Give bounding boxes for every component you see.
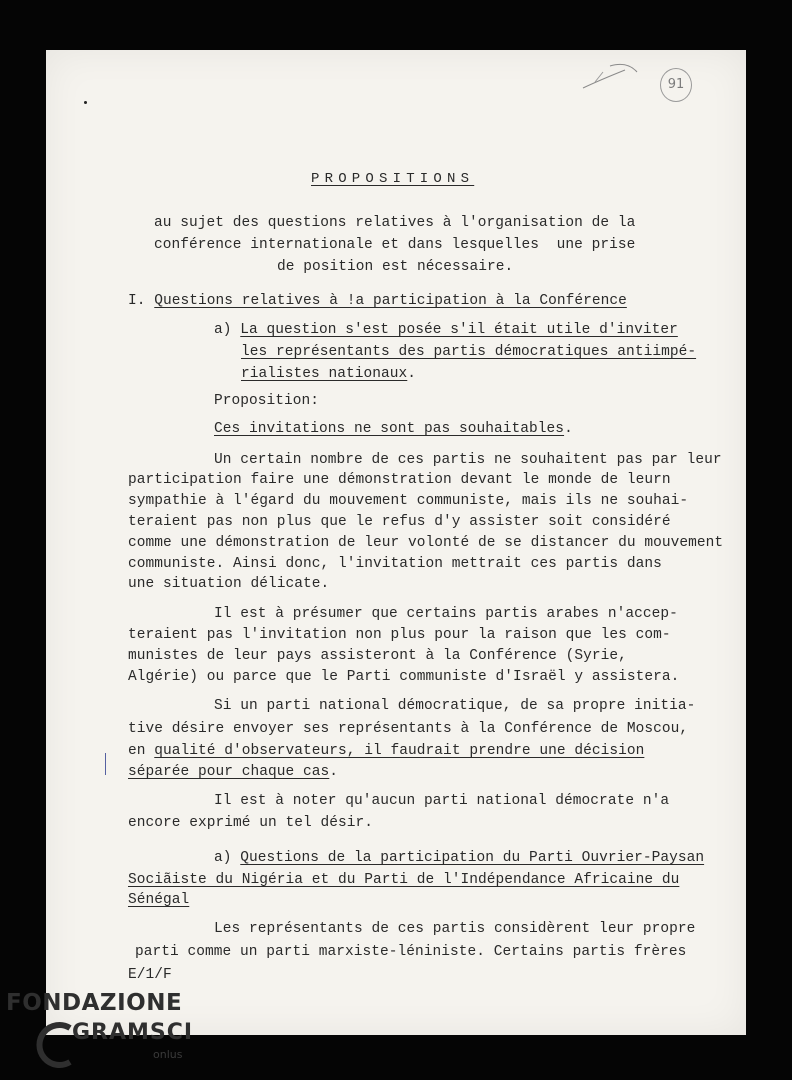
item-a-end: . bbox=[407, 366, 417, 382]
paragraph-line: une situation délicate. bbox=[128, 576, 330, 592]
paragraph-line bbox=[128, 763, 338, 781]
paragraph-line: tive désire envoyer ses représentants à la Conférence de Moscou, bbox=[128, 721, 689, 737]
paragraph-line bbox=[128, 742, 644, 760]
watermark-line1: FONDAZIONE bbox=[6, 990, 183, 1016]
paragraph-line: Un certain nombre de ces partis ne souhaitent pas par leur bbox=[214, 452, 722, 468]
proposition-text-line bbox=[214, 420, 573, 438]
underlined-text: séparée pour chaque cas bbox=[128, 764, 330, 780]
subtitle-line: de position est nécessaire. bbox=[277, 259, 514, 275]
paragraph-line: communiste. Ainsi donc, l'invitation mettrait ces partis dans bbox=[128, 556, 662, 572]
subtitle-line: au sujet des questions relatives à l'organisation de la bbox=[154, 215, 636, 231]
section-number: I. bbox=[128, 293, 155, 309]
paragraph-line: encore exprimé un tel désir. bbox=[128, 815, 374, 831]
item-a-label: a) bbox=[214, 322, 241, 338]
item-b-line: Sénégal bbox=[128, 892, 190, 908]
paragraph-line: teraient pas non plus que le refus d'y assister soit considéré bbox=[128, 514, 671, 530]
gramsci-logo-icon bbox=[30, 1020, 76, 1070]
paragraph-line: comme une démonstration de leur volonté de se distancer du mouvement bbox=[128, 535, 724, 551]
item-a-line bbox=[241, 365, 416, 383]
section-heading-text: Questions relatives à !a participation à la Conférence bbox=[154, 293, 627, 309]
underlined-text: qualité d'observateurs, il faudrait prendre une décision bbox=[154, 743, 645, 759]
paragraph-line: participation faire une démonstration devant le monde de leurn bbox=[128, 472, 671, 488]
item-b-text: Questions de la participation du Parti Ouvrier-Paysan bbox=[240, 850, 705, 866]
paragraph-line: Il est à noter qu'aucun parti national démocrate n'a bbox=[214, 793, 670, 809]
paragraph-line: munistes de leur pays assisteront à la Conférence (Syrie, bbox=[128, 648, 627, 664]
paragraph-line: Algérie) ou parce que le Parti communiste d'Israël y assistera. bbox=[128, 669, 680, 685]
page-number: 91 bbox=[660, 68, 692, 102]
proposition-label: Proposition: bbox=[214, 393, 320, 409]
item-b-line bbox=[214, 849, 704, 867]
item-a-line: les représentants des partis démocratiques antiimpé- bbox=[241, 344, 697, 360]
proposition-end: . bbox=[564, 421, 573, 437]
item-b-label: a) bbox=[214, 850, 241, 866]
paragraph-prefix: en bbox=[128, 743, 155, 759]
footer-reference: E/1/F bbox=[128, 967, 172, 983]
paragraph-line: sympathie à l'égard du mouvement communiste, mais ils ne souhai- bbox=[128, 493, 689, 509]
proposition-text: Ces invitations ne sont pas souhaitables bbox=[214, 421, 565, 437]
paragraph-line: parti comme un parti marxiste-léniniste. Certains partis frères bbox=[135, 944, 687, 960]
paragraph-line: Les représentants de ces partis considèrent leur propre bbox=[214, 921, 696, 937]
watermark-line2: GRAMSCI bbox=[72, 1020, 194, 1045]
margin-mark bbox=[105, 753, 106, 775]
paragraph-line: Si un parti national démocratique, de sa propre initia- bbox=[214, 698, 696, 714]
item-a-text: rialistes nationaux bbox=[241, 366, 408, 382]
item-b-line: Sociãiste du Nigéria et du Parti de l'Indépendance Africaine du bbox=[128, 872, 680, 888]
section-heading bbox=[128, 292, 627, 310]
watermark-sub: onlus bbox=[153, 1048, 183, 1061]
ink-dot bbox=[84, 101, 87, 104]
paragraph-end: . bbox=[329, 764, 339, 780]
paragraph-line: teraient pas l'invitation non plus pour la raison que les com- bbox=[128, 627, 671, 643]
handwritten-scribble-icon bbox=[575, 58, 645, 98]
item-a-line bbox=[214, 321, 678, 339]
paragraph-line: Il est à présumer que certains partis arabes n'accep- bbox=[214, 606, 678, 622]
page-title: PROPOSITIONS bbox=[311, 171, 475, 187]
subtitle-line: conférence internationale et dans lesquelles une prise bbox=[154, 237, 636, 253]
item-a-text: La question s'est posée s'il était utile d'inviter bbox=[240, 322, 678, 338]
